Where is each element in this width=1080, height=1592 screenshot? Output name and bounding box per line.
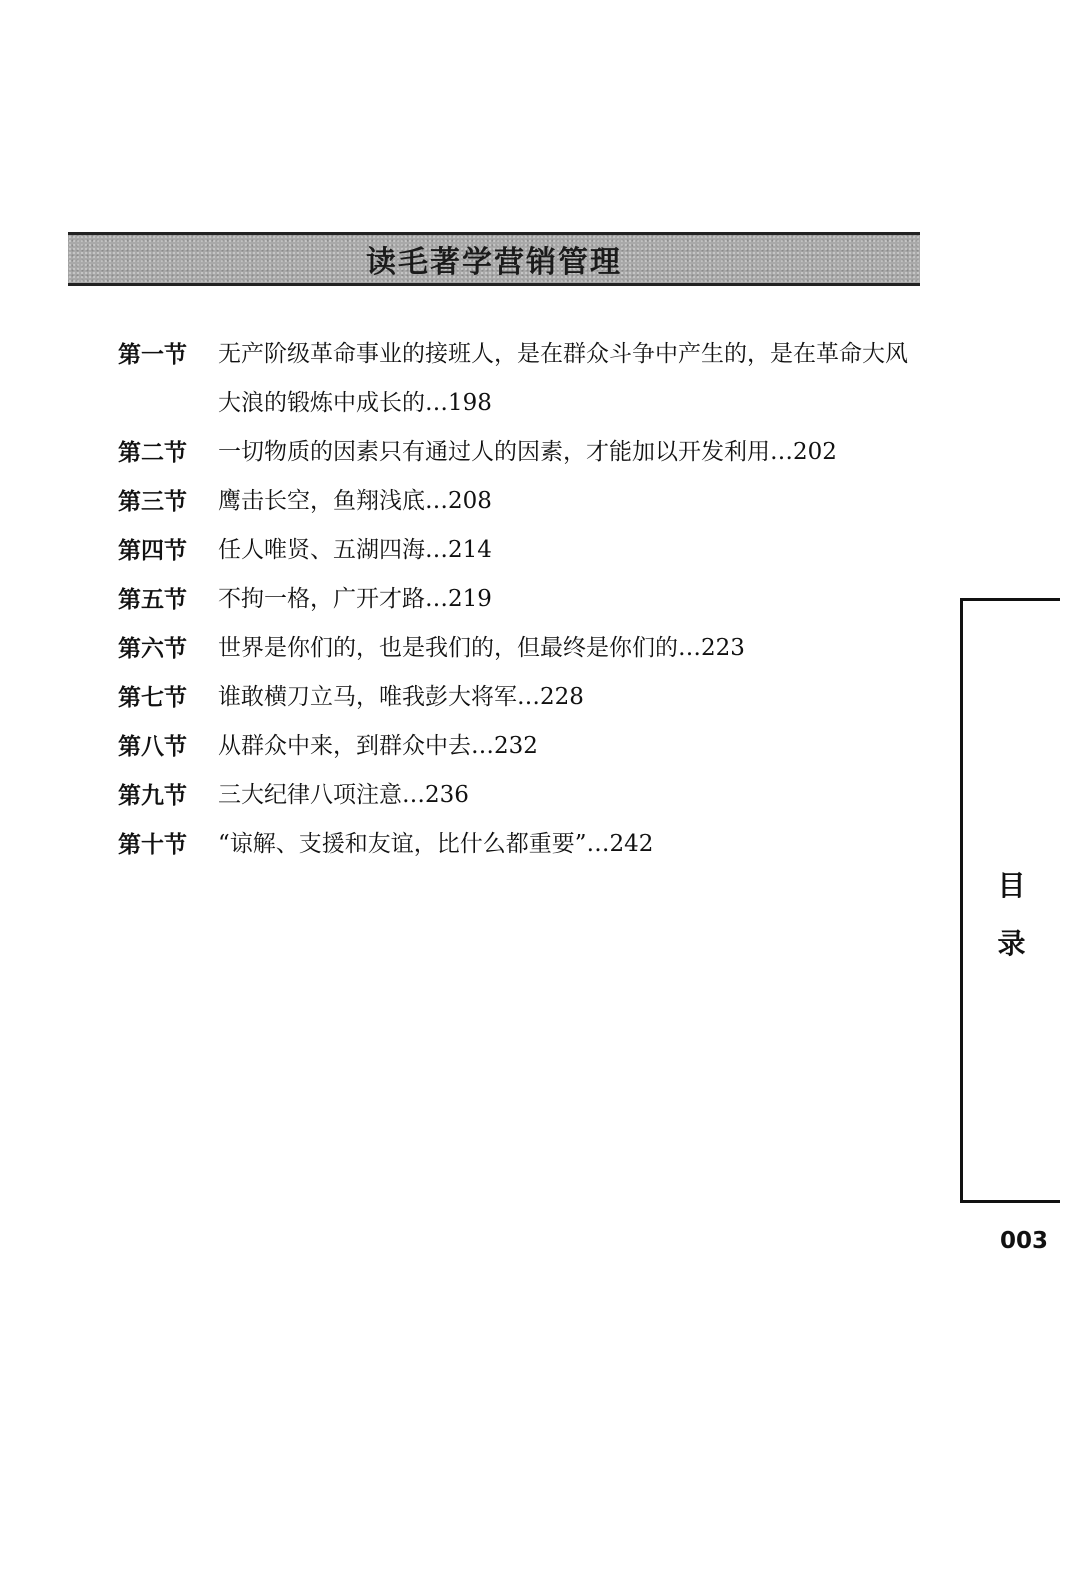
toc-section-number: 第八节 (118, 733, 187, 760)
chapter-banner (68, 232, 920, 286)
toc-section-title: 鹰击长空，鱼翔浅底…208 (218, 488, 492, 514)
toc-section-title: 谁敢横刀立马，唯我彭大将军…228 (218, 684, 584, 710)
toc-section-number: 第四节 (118, 537, 187, 564)
toc-section-title: 无产阶级革命事业的接班人，是在群众斗争中产生的，是在革命大风大浪的锻炼中成长的…198 (218, 341, 908, 416)
toc-section-title: 从群众中来，到群众中去…232 (218, 733, 538, 759)
toc-entry[interactable] (118, 477, 938, 526)
toc-entry[interactable] (118, 526, 938, 575)
toc-section-title: 任人唯贤、五湖四海…214 (218, 537, 492, 563)
toc-section-title: 世界是你们的，也是我们的，但最终是你们的…223 (218, 635, 745, 661)
toc-entry[interactable] (118, 624, 938, 673)
toc-section-number: 第三节 (118, 488, 187, 515)
toc-section-number: 第十节 (118, 831, 187, 858)
side-tab (960, 598, 1060, 1203)
toc-section-number: 第七节 (118, 684, 187, 711)
toc-section-number: 第五节 (118, 586, 187, 613)
toc-section-title: “谅解、支援和友谊，比什么都重要”…242 (218, 831, 654, 857)
toc-entry[interactable] (118, 330, 938, 428)
side-tab-label: 目录 (997, 869, 1026, 960)
toc-entry[interactable] (118, 820, 938, 869)
toc-entry[interactable] (118, 673, 938, 722)
toc-section-title: 一切物质的因素只有通过人的因素，才能加以开发利用…202 (218, 439, 837, 465)
toc-section-title: 三大纪律八项注意…236 (218, 782, 469, 808)
table-of-contents (118, 330, 938, 869)
chapter-title: 读毛著学营销管理 (366, 245, 622, 280)
toc-section-number: 第一节 (118, 341, 187, 368)
toc-entry[interactable] (118, 771, 938, 820)
toc-entry[interactable] (118, 575, 938, 624)
toc-section-number: 第二节 (118, 439, 187, 466)
page-number: 003 (1000, 1228, 1049, 1254)
toc-entry[interactable] (118, 428, 938, 477)
toc-section-number: 第九节 (118, 782, 187, 809)
toc-section-title: 不拘一格，广开才路…219 (218, 586, 492, 612)
toc-entry[interactable] (118, 722, 938, 771)
toc-section-number: 第六节 (118, 635, 187, 662)
